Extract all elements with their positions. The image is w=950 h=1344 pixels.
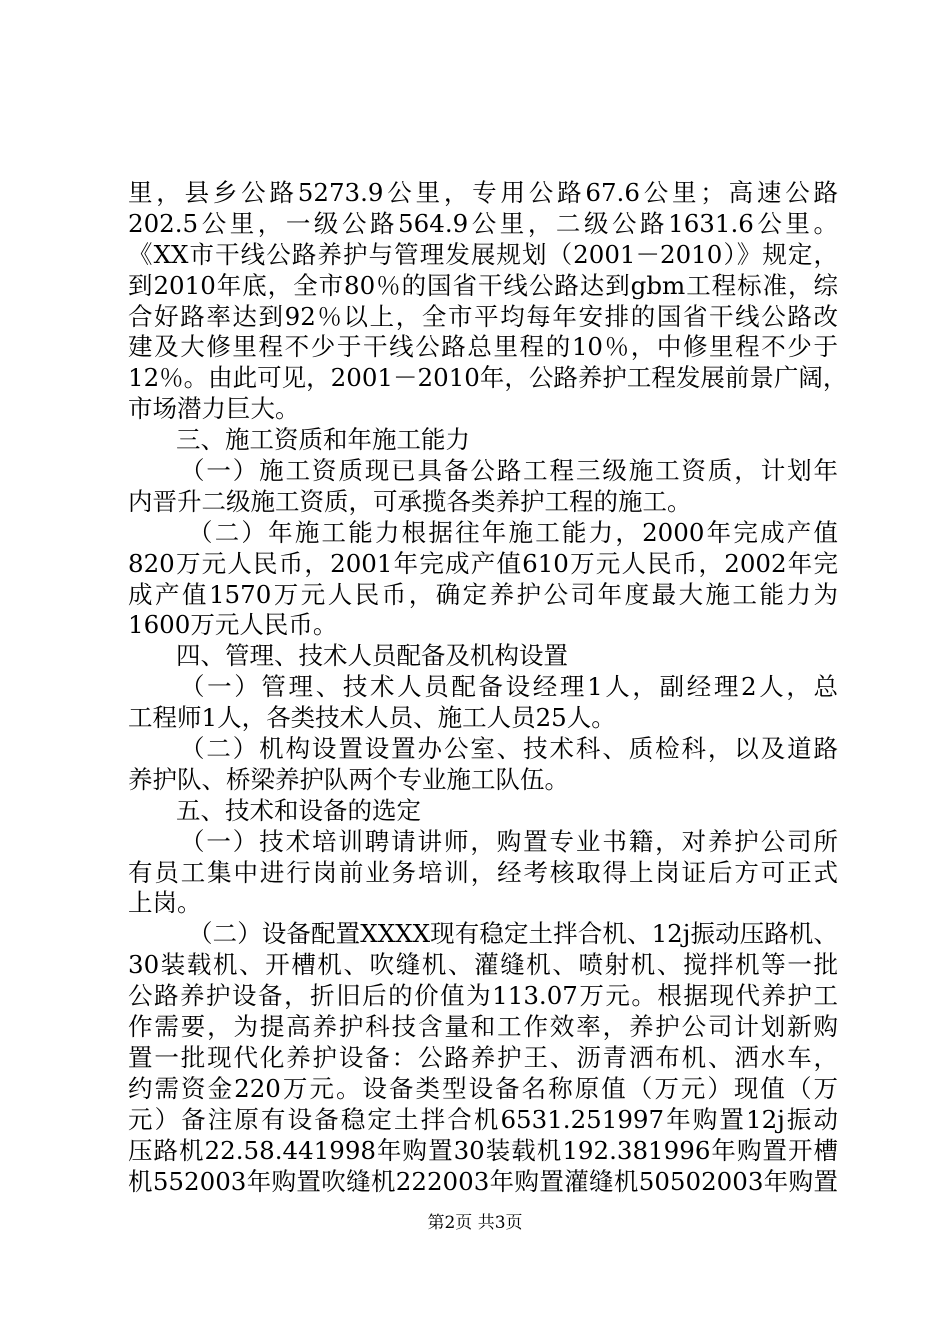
page-footer (0, 1212, 950, 1234)
text-line: 30装载机、开槽机、吹缝机、灌缝机、喷射机、搅拌机等一批 (128, 950, 838, 980)
text-line: （二）年施工能力根据往年施工能力，2000年完成产值 (188, 517, 838, 547)
section-heading: 四、管理、技术人员配备及机构设置 (176, 641, 568, 671)
text-line: 820万元人民币，2001年完成产值610万元人民币，2002年完 (128, 548, 838, 578)
text-line: 202.5公里，一级公路564.9公里，二级公路1631.6公里。 (128, 208, 838, 238)
text-line: 里，县乡公路5273.9公里，专用公路67.6公里；高速公路 (128, 178, 838, 207)
text-line: 建及大修里程不少于干线公路总里程的10％，中修里程不少于 (128, 332, 838, 362)
text-line: 《XX市干线公路养护与管理发展规划（2001－2010）》规定， (128, 239, 838, 269)
text-line: 置一批现代化养护设备：公路养护王、沥青洒布机、洒水车， (128, 1042, 838, 1072)
text-line: （一）技术培训聘请讲师，购置专业书籍，对养护公司所 (180, 826, 838, 856)
text-line: 有员工集中进行岗前业务培训，经考核取得上岗证后方可正式 (128, 857, 838, 887)
text-line: 机552003年购置吹缝机222003年购置灌缝机50502003年购置 (128, 1166, 838, 1196)
page-number: 第2页 共3页 (427, 1213, 523, 1233)
text-line: 作需要，为提高养护科技含量和工作效率，养护公司计划新购 (128, 1012, 838, 1042)
text-line: 元）备注原有设备稳定土拌合机6531.251997年购置12j振动 (128, 1104, 838, 1134)
text-line: 约需资金220万元。设备类型设备名称原值（万元）现值（万 (128, 1073, 838, 1103)
text-line: 工程师1人，各类技术人员、施工人员25人。 (128, 703, 616, 733)
text-line: 市场潜力巨大。 (128, 394, 300, 424)
text-line: 成产值1570万元人民币，确定养护公司年度最大施工能力为 (128, 579, 838, 609)
section-heading: 三、施工资质和年施工能力 (176, 425, 470, 455)
text-line: 上岗。 (128, 888, 202, 918)
text-line: 养护队、桥梁养护队两个专业施工队伍。 (128, 764, 569, 794)
text-line: 到2010年底，全市80％的国省干线公路达到gbm工程标准，综 (128, 270, 838, 300)
section-heading: 五、技术和设备的选定 (176, 795, 421, 825)
text-line: 合好路率达到92％以上，全市平均每年安排的国省干线公路改 (128, 301, 838, 331)
text-line: （二）机构设置设置办公室、技术科、质检科，以及道路 (180, 734, 838, 764)
text-line: （二）设备配置XXXX现有稳定土拌合机、12j振动压路机、 (188, 919, 838, 949)
text-line: 12％。由此可见，2001－2010年，公路养护工程发展前景广阔， (128, 363, 848, 393)
text-line: （一）施工资质现已具备公路工程三级施工资质，计划年 (180, 456, 838, 486)
text-line: 压路机22.58.441998年购置30装载机192.381996年购置开槽 (128, 1135, 838, 1165)
text-line: （一）管理、技术人员配备设经理1人，副经理2人，总 (180, 672, 838, 702)
text-line: 1600万元人民币。 (128, 610, 338, 640)
text-line: 内晋升二级施工资质，可承揽各类养护工程的施工。 (128, 486, 692, 516)
document-body (128, 178, 848, 1197)
text-line: 公路养护设备，折旧后的价值为113.07万元。根据现代养护工 (128, 981, 838, 1011)
